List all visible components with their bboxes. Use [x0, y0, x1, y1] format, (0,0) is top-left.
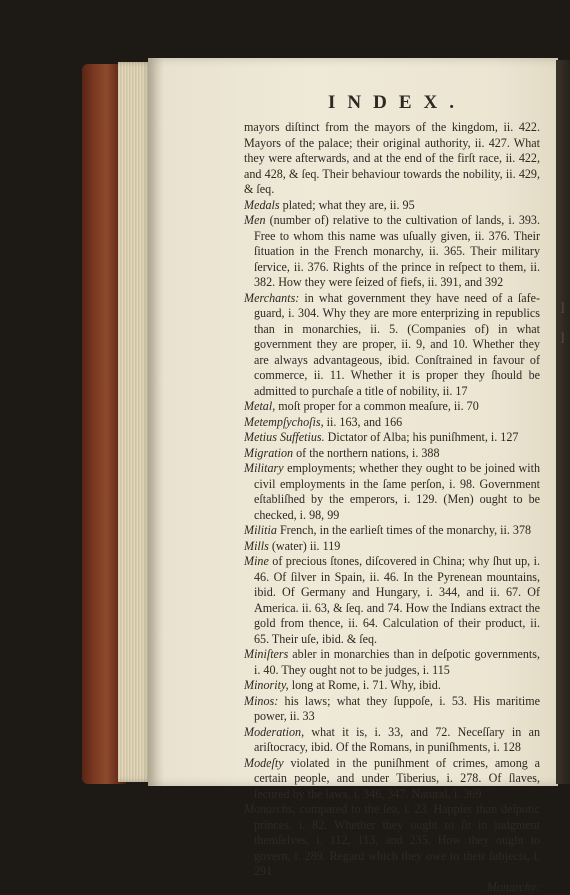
page-title: INDEX. [254, 92, 540, 114]
entry-text: abler in monarchies than in deſpotic governments, i. 40. They ought not to be judges, i. 115 [254, 647, 540, 677]
index-entry [244, 291, 540, 400]
entry-heading: Minority, [244, 678, 289, 692]
entry-heading: Medals [244, 198, 280, 212]
entry-heading: Metius Suffetius. [244, 430, 325, 444]
index-entry [244, 198, 540, 214]
entry-heading: Militia [244, 523, 277, 537]
entry-heading: Merchants: [244, 291, 299, 305]
entry-text: what it is, i. 33, and 72. Neceſſary in an ariſtocracy, ibid. Of the Romans, in puniſhments, i. 128 [254, 725, 540, 755]
entry-text: (number of) relative to the cultivation of lands, i. 393. Free to whom this name was uſually given, ii. 376. Their ſituation in the French monarchy, ii. 365. Their military ſervice, ii. 376. Rights of the prince in reſpect to them, ii. 382. How they were ſeized of fiefs, ii. 391, and 392 [254, 213, 540, 289]
entry-text: Dictator of Alba; his puniſhment, i. 127 [328, 430, 519, 444]
entry-text: long at Rome, i. 71. Why, ibid. [292, 678, 441, 692]
index-entry [244, 213, 540, 291]
index-entry [244, 446, 540, 462]
index-entry [244, 539, 540, 555]
index-entry [244, 120, 540, 198]
index-entry [244, 725, 540, 756]
page-content [244, 92, 540, 895]
index-entry [244, 415, 540, 431]
entry-heading: Military [244, 461, 284, 475]
page-edges [118, 62, 152, 782]
index-entry [244, 461, 540, 523]
entry-heading: Metal, [244, 399, 275, 413]
index-entry [244, 802, 540, 880]
index-entry [244, 694, 540, 725]
entry-heading: Minos: [244, 694, 278, 708]
entry-text: of the northern nations, i. 388 [296, 446, 439, 460]
entry-heading: Mine [244, 554, 269, 568]
entry-heading: Miniſters [244, 647, 288, 661]
entry-text: French, in the earlieſt times of the monarchy, ii. 378 [280, 523, 531, 537]
index-entry [244, 554, 540, 647]
index-entry [244, 756, 540, 803]
entry-heading: Moderation, [244, 725, 304, 739]
entry-text: of precious ſtones, diſcovered in China; why ſhut up, i. 46. Of ſilver in Spain, ii. 46. In the Pyrenean mountains, ibid. Of Germany and Hungary, i. 344, and ii. 67. Of America. ii. 63, & ſeq. and 74. How the Indians extract the gold from thence, ii. 64. Calculation of their product, ii. 65. Their uſe, ibid. & ſeq. [254, 554, 540, 646]
entry-heading: Modeſty [244, 756, 284, 770]
entry-heading: Migration [244, 446, 293, 460]
index-entry [244, 523, 540, 539]
index-entry [244, 430, 540, 446]
bleed-mark: ] [560, 330, 568, 344]
index-entry [244, 399, 540, 415]
entry-text: employments; whether they ought to be joined with civil employments in the ſame perſon, i. 98. Government eſtabliſhed by the emperors, i. 129. (Men) ought to be checked, i. 98, 99 [254, 461, 540, 522]
entry-text: compared to the ſea, i. 23. Happier than deſpotic princes, i. 82. Whether they ought to ſit in judgment themſelves, i. 112, 113, and 235. How they ought to govern, i. 289. Regard which they owe to their ſubjects, i. 291 [254, 802, 540, 878]
facing-page-edge [556, 60, 570, 784]
entry-heading: Mills [244, 539, 269, 553]
entry-heading: Metempſychoſis, [244, 415, 324, 429]
entry-heading: Men [244, 213, 266, 227]
bleed-mark: ] [560, 300, 568, 314]
index-entry [244, 678, 540, 694]
entry-text: his laws; what they ſuppoſe, i. 53. His maritime power, ii. 33 [254, 694, 540, 724]
index-entry [244, 647, 540, 678]
entry-heading: Monarchs, [244, 802, 296, 816]
entry-text: in what government they have need of a ſafe-guard, i. 304. Why they are more enterprizing in republics than in monarchies, ii. 5. (Companies of) in what government they are proper, ii. 9, and 10. Whether they are always advantageous, ibid. Conſtrained in favour of commerce, ii. 11. Whether it is proper they ſhould be admitted to purchaſe a title of nobility, ii. 17 [254, 291, 540, 398]
catchword: Monarchy: [244, 880, 540, 895]
entry-text: moſt proper for a common meaſure, ii. 70 [278, 399, 479, 413]
entry-text: (water) ii. 119 [272, 539, 340, 553]
entry-text: ii. 163, and 166 [327, 415, 403, 429]
entry-text: violated in the puniſhment of crimes, among a certain people, and under Tiberius, i. 278. Of ſlaves, ſecured by the laws, i. 346, 347. Natural, i. 369 [254, 756, 540, 801]
index-entries [244, 120, 540, 880]
entry-text: mayors diſtinct from the mayors of the kingdom, ii. 422. Mayors of the palace; their original authority, ii. 427. What they were afterwards, and at the end of the firſt race, ii. 422, and 428, & ſeq. Their behaviour towards the nobility, ii. 429, & ſeq. [244, 120, 540, 196]
entry-text: plated; what they are, ii. 95 [283, 198, 415, 212]
